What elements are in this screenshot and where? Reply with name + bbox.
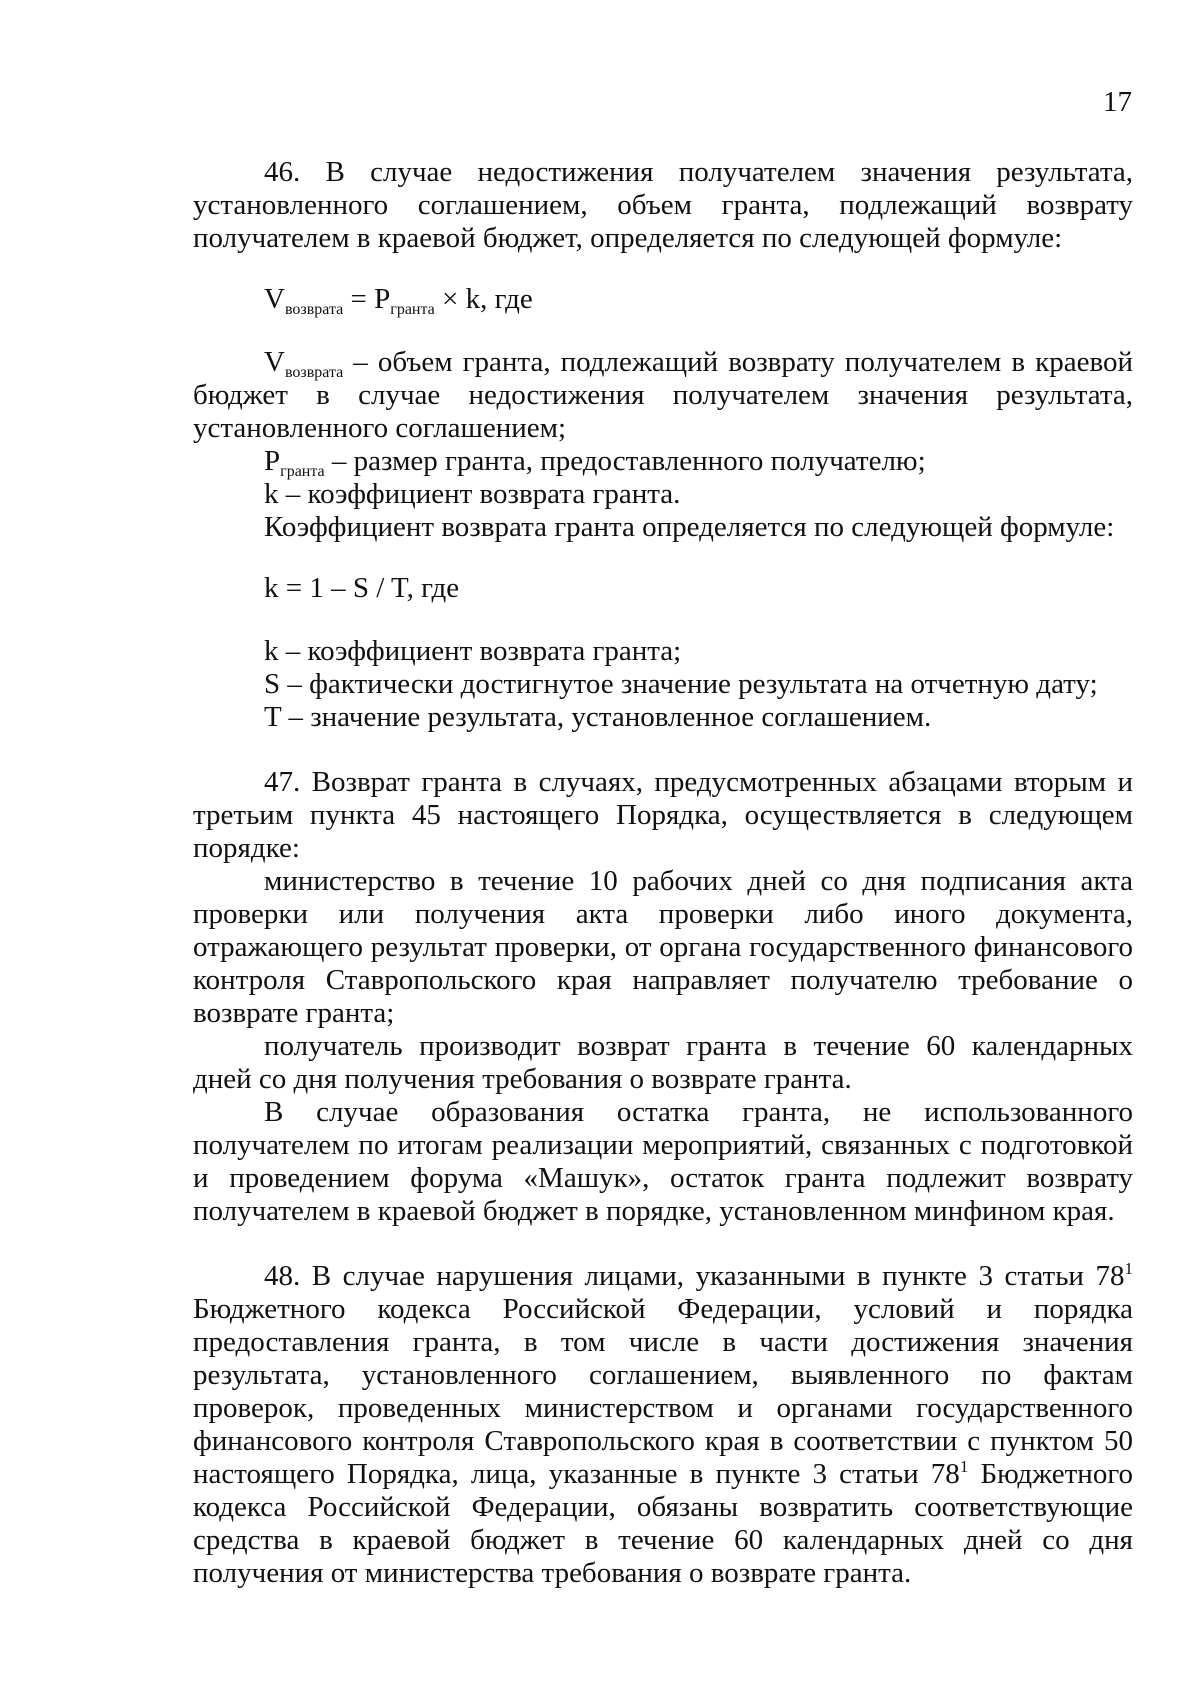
definition-k-1: k – коэффициент возврата гранта. [264,478,681,510]
paragraph-46-intro: 46. В случае недостижения получателем значения результата, установленного соглашением, объем гранта, подлежащий возврату получателем в краевой бюджет, определяется по следующей формуле: [193,156,1133,254]
paragraph-47-item-2: получатель производит возврат гранта в течение 60 календарных дней со дня получения требования о возврате гранта. [193,1030,1133,1095]
document-body [193,156,1133,1590]
paragraph-47-item-1: министерство в течение 10 рабочих дней со дня подписания акта проверки или получения акта проверки либо иного документа, отражающего результат проверки, от органа государственного финансового контроля Ставропольского края направляет получателю требование о возврате гранта; [193,865,1133,1029]
definition-v: $V_{возврата}$ – объем гранта, подлежащий возврату получателем в краевой бюджет в случае недостижения получателем значения результата, установленного соглашением; [193,346,1133,444]
paragraph-47-intro: 47. Возврат гранта в случаях, предусмотренных абзацами вторым и третьим пункта 45 настоящего Порядка, осуществляется в следующем порядке: [193,766,1133,864]
formula-coefficient: k = 1 – S / T, где [264,572,460,604]
page-number: 17 [1103,86,1132,118]
definition-s: S – фактически достигнутое значение результата на отчетную дату; [264,668,1098,700]
paragraph-47-item-3: В случае образования остатка гранта, не использованного получателем по итогам реализации мероприятий, связанных с подготовкой и проведением форума «Машук», остаток гранта подлежит возврату получателем в краевой бюджет в порядке, установленном минфином края. [193,1096,1133,1227]
definition-p: $P_{гранта}$ – размер гранта, предоставленного получателю; [264,445,926,480]
paragraph-48: 48. В случае нарушения лицами, указанными в пункте 3 статьи $78^1$ Бюджетного кодекса Российской Федерации, условий и порядка предоставления гранта, в том числе в части достижения значения результата, установленного соглашением, выявленного по фактам проверок, проведенных министерством и органами государственного финансового контроля Ставропольского края в соответствии с пунктом 50 настоящего Порядка, лица, указанные в пункте 3 статьи $78^1$ Бюджетного кодекса Российской Федерации, обязаны возвратить соответствующие средства в краевой бюджет в течение 60 календарных дней со дня получения от министерства требования о возврате гранта. [193,1259,1133,1589]
definition-k-2: k – коэффициент возврата гранта; [264,635,682,667]
definition-t: T – значение результата, установленное соглашением. [264,701,932,733]
coefficient-intro: Коэффициент возврата гранта определяется по следующей формуле: [264,511,1115,543]
formula-return-volume: $V_{возврата} = P_{гранта} \times k$, где [264,283,533,318]
